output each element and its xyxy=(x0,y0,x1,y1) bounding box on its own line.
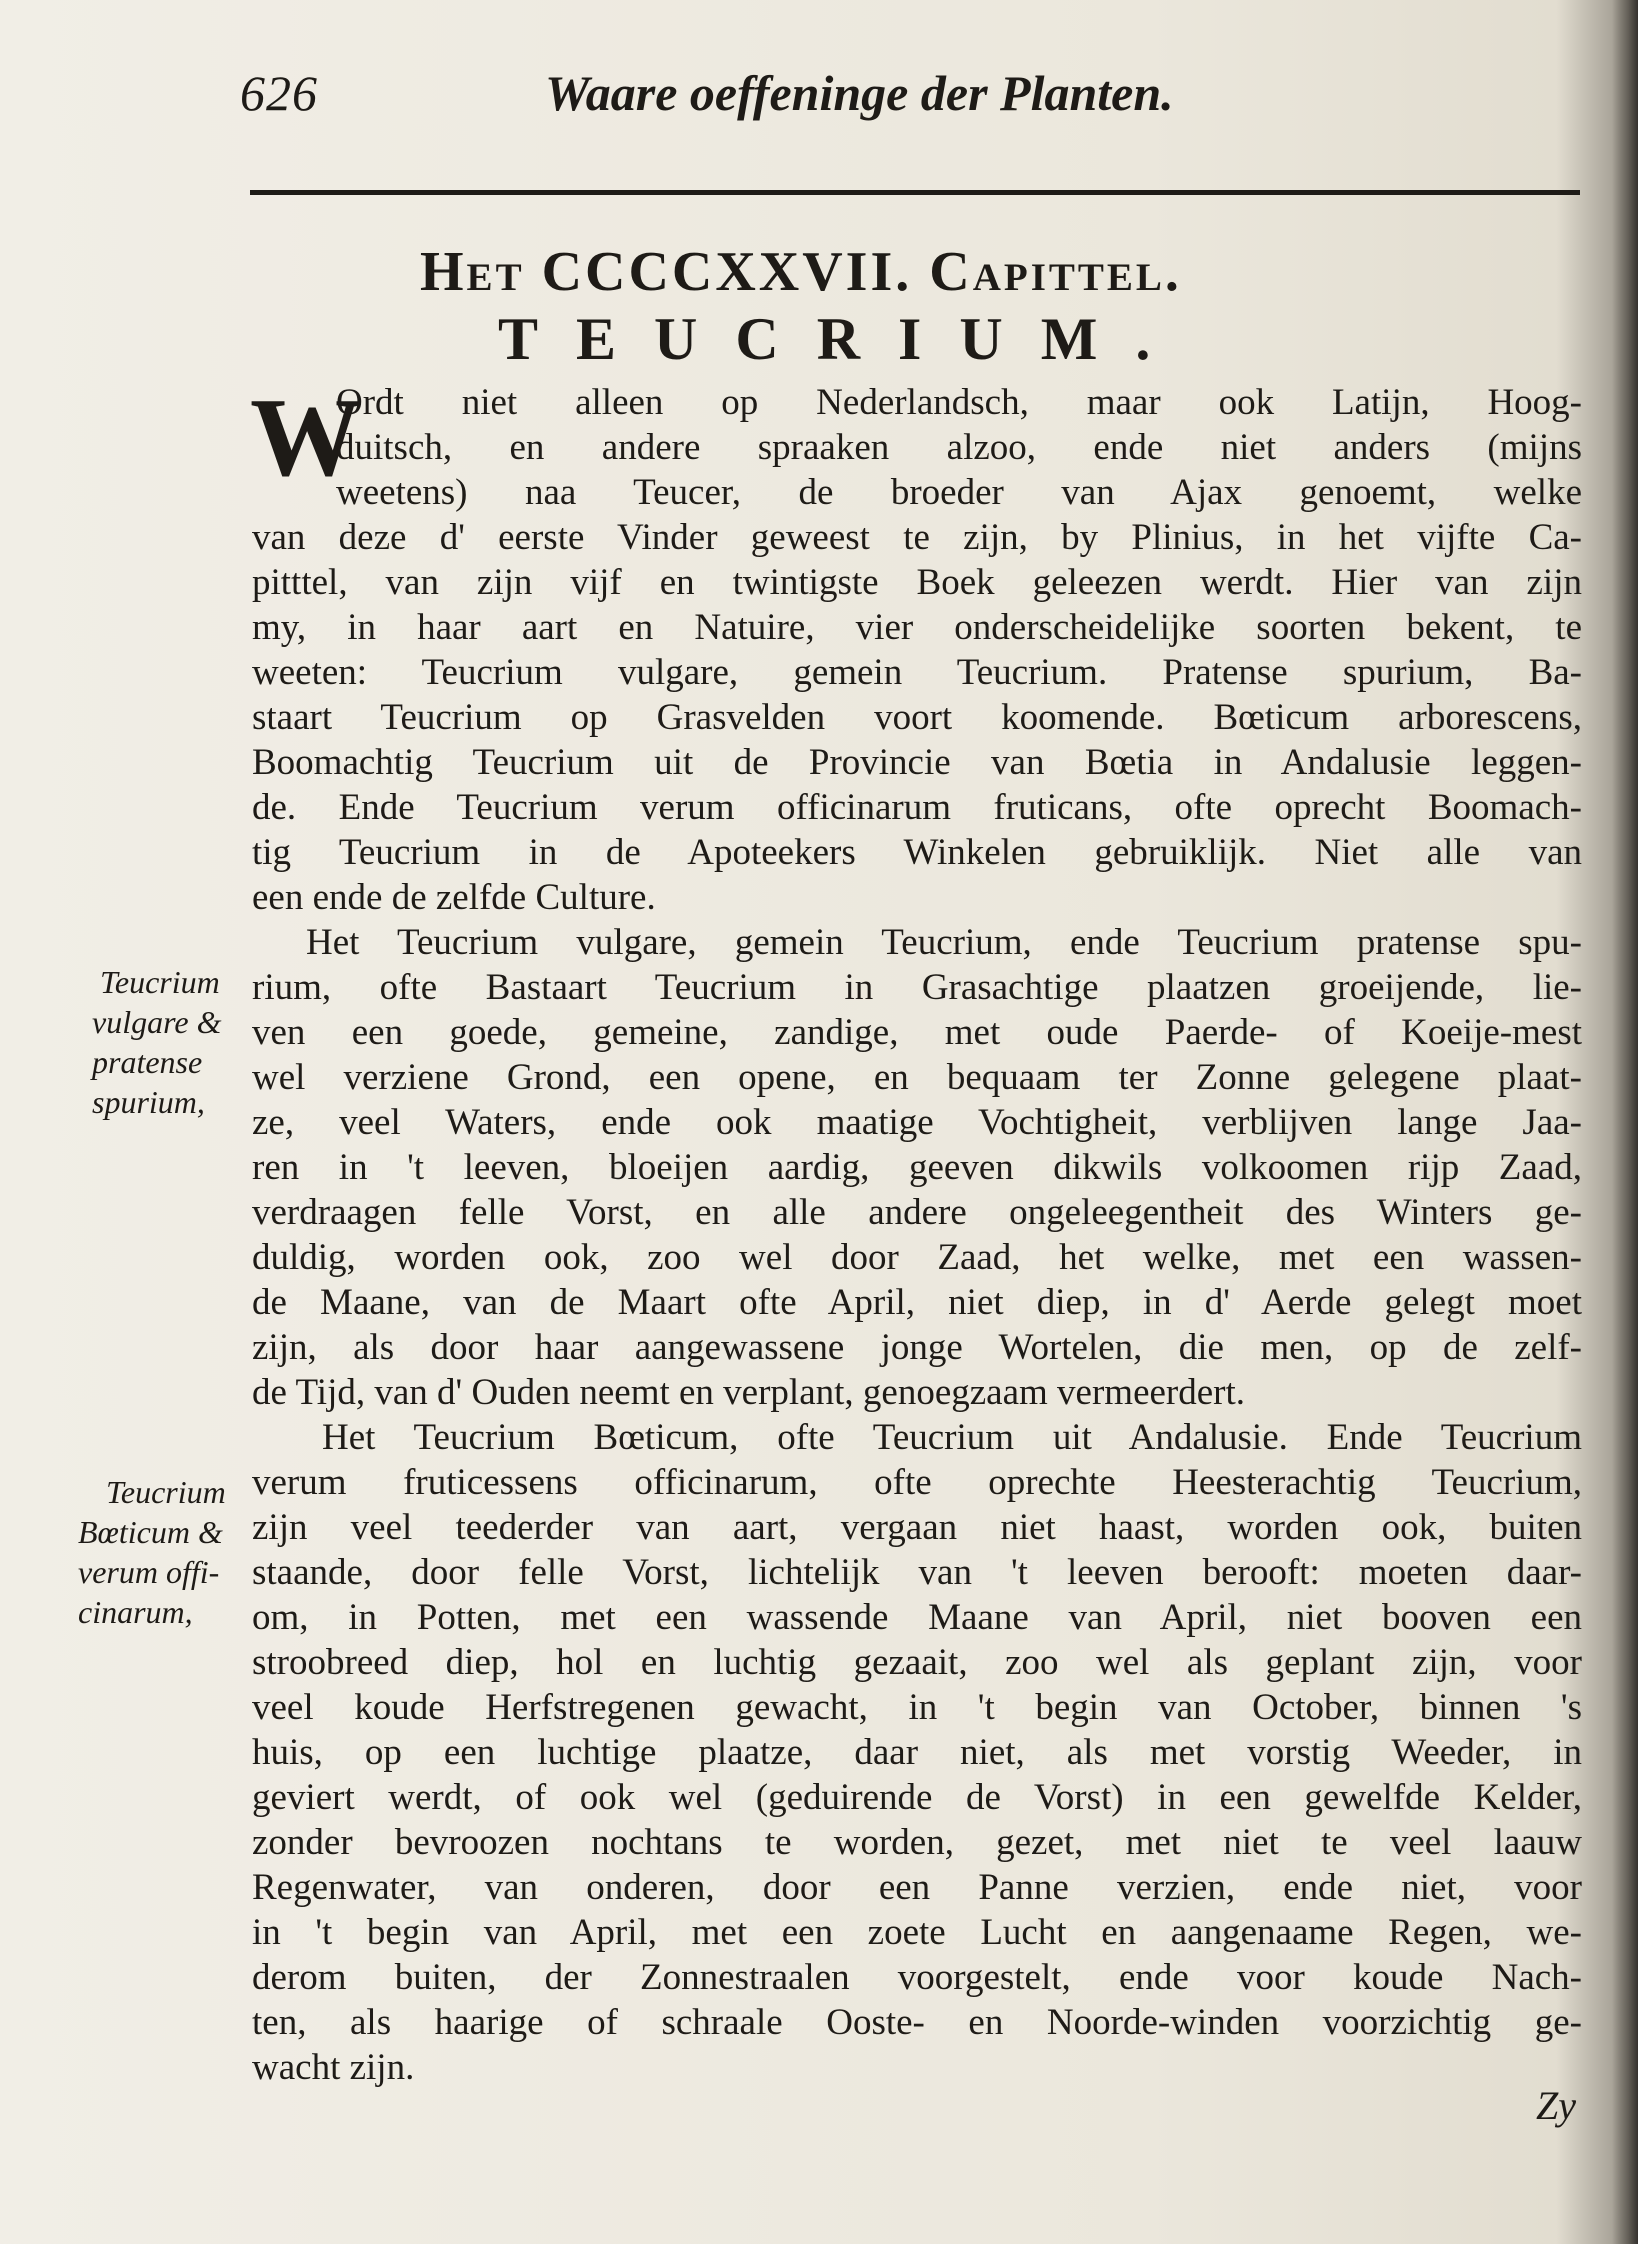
text-line: Het Teucrium Bœticum, ofte Teucrium uit Andalusie. Ende Teucrium xyxy=(322,1417,1582,1458)
text-line: om, in Potten, met een wassende Maane van April, niet booven een xyxy=(252,1597,1582,1638)
text-line: zonder bevroozen nochtans te worden, gezet, met niet te veel laauw xyxy=(252,1822,1582,1863)
text-line: stroobreed diep, hol en luchtig gezaait, zoo wel als geplant zijn, voor xyxy=(252,1642,1582,1683)
text-line: Boomachtig Teucrium uit de Provincie van Bœtia in Andalusie leggen- xyxy=(252,742,1582,783)
running-title: Waare oeffeninge der Planten. xyxy=(545,65,1174,121)
margin-note-teucrium-boeticum xyxy=(78,1472,268,1632)
margin-note-line: spurium, xyxy=(92,1084,205,1120)
text-line: Het Teucrium vulgare, gemein Teucrium, ende Teucrium pratense spu- xyxy=(306,922,1582,963)
text-line: ven een goede, gemeine, zandige, met oude Paerde- of Koeije-mest xyxy=(252,1012,1582,1053)
text-line: ren in 't leeven, bloeijen aardig, geeven dikwils volkoomen rijp Zaad, xyxy=(252,1147,1582,1188)
text-line: de Maane, van de Maart ofte April, niet diep, in d' Aerde gelegt moet xyxy=(252,1282,1582,1323)
paragraph-2 xyxy=(252,920,1582,1415)
margin-note-line: Teucrium xyxy=(106,1474,226,1510)
margin-note-line: Teucrium xyxy=(100,964,220,1000)
text-line: Regenwater, van onderen, door een Panne verzien, ende niet, voor xyxy=(252,1867,1582,1908)
paragraph-1 xyxy=(250,376,1582,920)
body-text xyxy=(250,376,1582,2090)
catchword: Zy xyxy=(1536,2083,1576,2128)
margin-note-line: cinarum, xyxy=(78,1594,193,1630)
text-line: derom buiten, der Zonnestraalen voorgestelt, ende voor koude Nach- xyxy=(252,1957,1582,1998)
margin-note-line: Bœticum & xyxy=(78,1514,223,1550)
text-line: de. Ende Teucrium verum officinarum fruticans, ofte oprecht Boomach- xyxy=(252,787,1582,828)
text-line: duitsch, en andere spraaken alzoo, ende niet anders (mijns xyxy=(336,427,1582,468)
text-line: my, in haar aart en Natuire, vier onderscheidelijke soorten bekent, te xyxy=(252,607,1582,648)
text-line: huis, op een luchtige plaatze, daar niet, als met vorstig Weeder, in xyxy=(252,1732,1582,1773)
text-line: rium, ofte Bastaart Teucrium in Grasachtige plaatzen groeijende, lie- xyxy=(252,967,1582,1008)
text-line: verum fruticessens officinarum, ofte oprechte Heesterachtig Teucrium, xyxy=(252,1462,1582,1503)
text-line: weetens) naa Teucer, de broeder van Ajax genoemt, welke xyxy=(336,472,1582,513)
text-line: zijn veel teederder van aart, vergaan niet haast, worden ook, buiten xyxy=(252,1507,1582,1548)
text-line: van deze d' eerste Vinder geweest te zijn, by Plinius, in het vijfte Ca- xyxy=(252,517,1582,558)
page-number: 626 xyxy=(240,65,318,121)
text-line: in 't begin van April, met een zoete Lucht en aangenaame Regen, we- xyxy=(252,1912,1582,1953)
drop-cap: W xyxy=(250,376,362,500)
text-line: ten, als haarige of schraale Ooste- en Noorde-winden voorzichtig ge- xyxy=(252,2002,1582,2043)
margin-note-line: pratense xyxy=(92,1044,203,1080)
running-head xyxy=(240,58,1250,128)
text-line: geviert werdt, of ook wel (geduirende de Vorst) in een gewelfde Kelder, xyxy=(252,1777,1582,1818)
text-line: ze, veel Waters, ende ook maatige Vochtigheit, verblijven lange Jaa- xyxy=(252,1102,1582,1143)
text-line: staande, door felle Vorst, lichtelijk van 't leeven berooft: moeten daar- xyxy=(252,1552,1582,1593)
text-line: pitttel, van zijn vijf en twintigste Boek geleezen werdt. Hier van zijn xyxy=(252,562,1582,603)
margin-note-teucrium-vulgare xyxy=(92,962,282,1122)
text-line: Ordt niet alleen op Nederlandsch, maar ook Latijn, Hoog- xyxy=(336,382,1582,423)
margin-note-line: verum offi- xyxy=(78,1554,220,1590)
text-line: de Tijd, van d' Ouden neemt en verplant, genoegzaam vermeerdert. xyxy=(252,1372,1246,1413)
text-line: wel verziene Grond, een opene, en bequaam ter Zonne gelegene plaat- xyxy=(252,1057,1582,1098)
text-line: duldig, worden ook, zoo wel door Zaad, het welke, met een wassen- xyxy=(252,1237,1582,1278)
chapter-title: TEUCRIUM. xyxy=(498,306,1189,372)
page-edge-shadow xyxy=(1612,0,1638,2244)
text-line: tig Teucrium in de Apoteekers Winkelen gebruiklijk. Niet alle van xyxy=(252,832,1582,873)
head-rule xyxy=(250,190,1580,195)
chapter-heading: Het CCCCXXVII. Capittel. xyxy=(420,241,1182,303)
text-line: wacht zijn. xyxy=(252,2047,415,2088)
text-line: verdraagen felle Vorst, en alle andere ongeleegentheit des Winters ge- xyxy=(252,1192,1582,1233)
text-line: zijn, als door haar aangewassene jonge Wortelen, die men, op de zelf- xyxy=(252,1327,1582,1368)
paragraph-3 xyxy=(252,1415,1582,2090)
text-line: staart Teucrium op Grasvelden voort koomende. Bœticum arborescens, xyxy=(252,697,1582,738)
text-line: veel koude Herfstregenen gewacht, in 't begin van October, binnen 's xyxy=(252,1687,1582,1728)
text-line: weeten: Teucrium vulgare, gemein Teucrium. Pratense spurium, Ba- xyxy=(252,652,1582,693)
margin-note-line: vulgare & xyxy=(92,1004,222,1040)
text-line: een ende de zelfde Culture. xyxy=(252,877,656,918)
